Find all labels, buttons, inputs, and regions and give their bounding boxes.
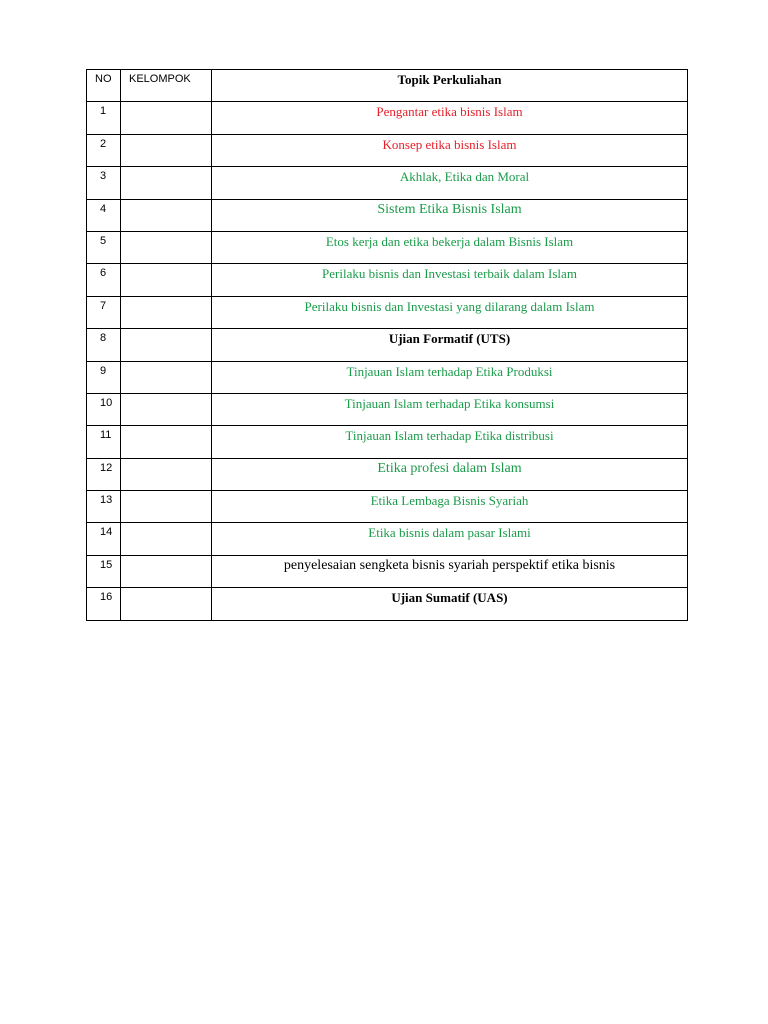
cell-topik: Ujian Formatif (UTS) [212,329,688,361]
table-row [87,199,688,231]
cell-topik: Etos kerja dan etika bekerja dalam Bisnis Islam [212,231,688,263]
cell-kelompok [121,296,212,328]
table-row [87,296,688,328]
cell-topik: Tinjauan Islam terhadap Etika Produksi [212,361,688,393]
cell-kelompok [121,329,212,361]
cell-topik: Tinjauan Islam terhadap Etika konsumsi [212,393,688,425]
cell-no: 14 [87,523,121,555]
table-row [87,555,688,587]
cell-kelompok [121,167,212,199]
cell-kelompok [121,199,212,231]
cell-topik: penyelesaian sengketa bisnis syariah perspektif etika bisnis [212,555,688,587]
table-row [87,588,688,620]
cell-no: 11 [87,426,121,458]
table-row [87,329,688,361]
table-row [87,264,688,296]
cell-topik: Konsep etika bisnis Islam [212,134,688,166]
table-row [87,167,688,199]
header-no: NO [87,70,121,102]
table-row [87,491,688,523]
table-row [87,361,688,393]
cell-no: 7 [87,296,121,328]
cell-no: 3 [87,167,121,199]
cell-kelompok [121,264,212,296]
cell-topik: Etika profesi dalam Islam [212,458,688,490]
cell-no: 2 [87,134,121,166]
cell-topik: Ujian Sumatif (UAS) [212,588,688,620]
header-kelompok: KELOMPOK [121,70,212,102]
cell-kelompok [121,491,212,523]
cell-kelompok [121,523,212,555]
cell-kelompok [121,134,212,166]
cell-no: 8 [87,329,121,361]
table-row [87,231,688,263]
table-row [87,523,688,555]
cell-no: 6 [87,264,121,296]
cell-no: 15 [87,555,121,587]
cell-kelompok [121,458,212,490]
cell-topik: Perilaku bisnis dan Investasi yang dilarang dalam Islam [212,296,688,328]
cell-kelompok [121,393,212,425]
cell-no: 10 [87,393,121,425]
table-row [87,426,688,458]
table-header-row [87,70,688,102]
cell-kelompok [121,555,212,587]
course-topics-table [86,69,688,621]
cell-topik: Perilaku bisnis dan Investasi terbaik dalam Islam [212,264,688,296]
cell-kelompok [121,426,212,458]
cell-topik: Tinjauan Islam terhadap Etika distribusi [212,426,688,458]
cell-topik: Etika bisnis dalam pasar Islami [212,523,688,555]
cell-kelompok [121,102,212,134]
cell-topik: Sistem Etika Bisnis Islam [212,199,688,231]
cell-no: 4 [87,199,121,231]
cell-no: 5 [87,231,121,263]
cell-no: 12 [87,458,121,490]
table-row [87,134,688,166]
cell-topik: Pengantar etika bisnis Islam [212,102,688,134]
cell-topik: Etika Lembaga Bisnis Syariah [212,491,688,523]
cell-topik: Akhlak, Etika dan Moral [212,167,688,199]
cell-no: 16 [87,588,121,620]
cell-kelompok [121,361,212,393]
cell-kelompok [121,231,212,263]
table-row [87,458,688,490]
cell-kelompok [121,588,212,620]
cell-no: 9 [87,361,121,393]
header-topik: Topik Perkuliahan [212,70,688,102]
cell-no: 13 [87,491,121,523]
cell-no: 1 [87,102,121,134]
table-row [87,393,688,425]
table-row [87,102,688,134]
